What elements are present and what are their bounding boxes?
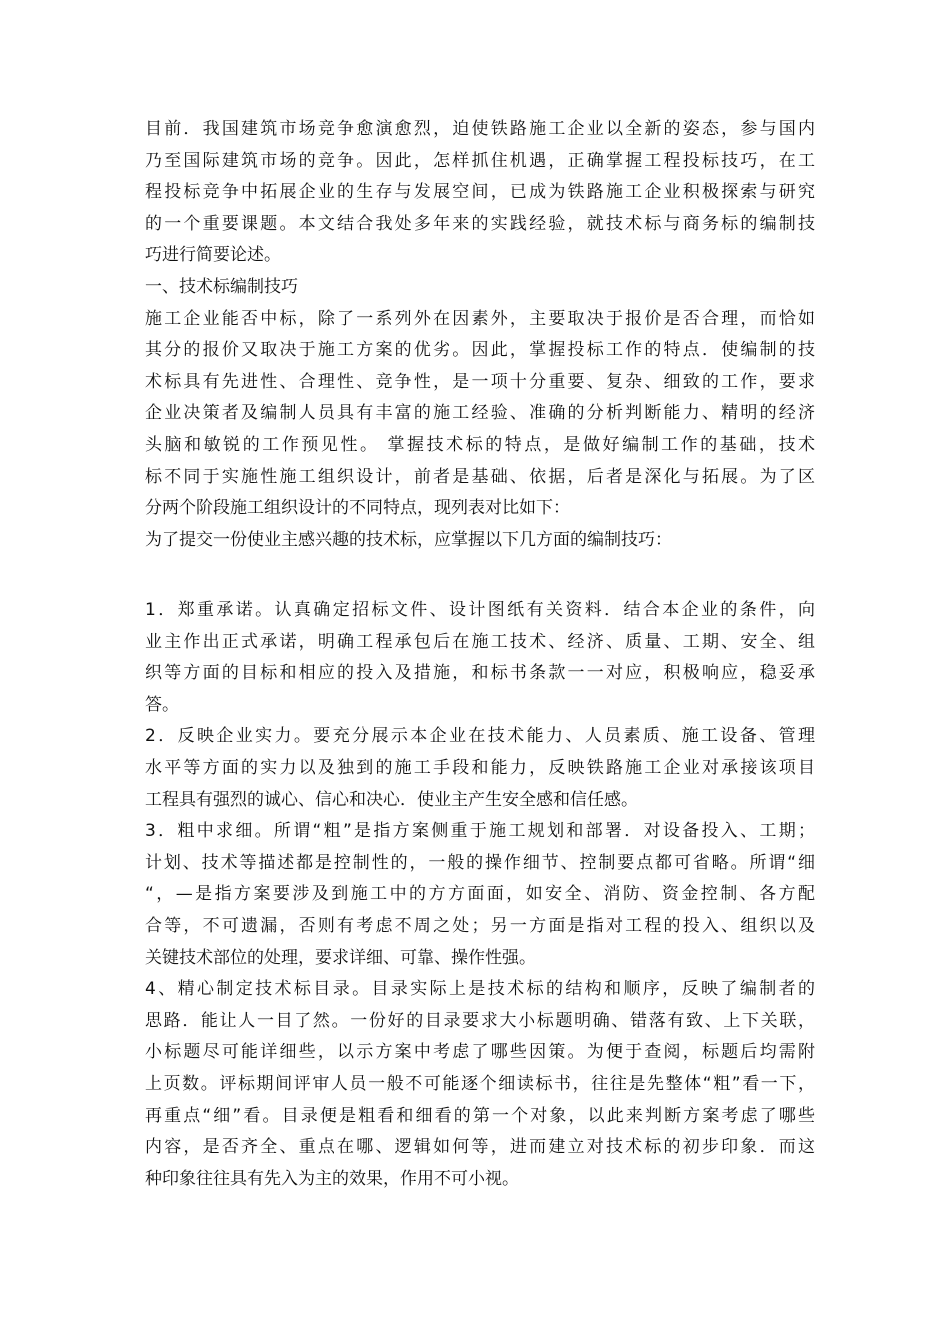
section-body-paragraph (145, 304, 815, 557)
text-line: 答。 (145, 694, 179, 715)
text-line: 程投标竞争中拓展企业的生存与发展空间，已成为铁路施工企业积极探索与研究 (145, 182, 815, 203)
text-line: 术标具有先进性、合理性、竞争性，是一项十分重要、复杂、细致的工作，要求 (145, 371, 815, 392)
intro-paragraph (145, 114, 815, 272)
text-line: 分两个阶段施工组织设计的不同特点，现列表对比如下： (145, 498, 570, 519)
text-line: 上页数。评标期间评审人员一般不可能逐个细读标书，往往是先整体“粗”看一下， (145, 1073, 815, 1094)
item-4-paragraph (145, 974, 815, 1195)
text-line: 乃至国际建筑市场的竞争。因此，怎样抓住机遇，正确掌握工程投标技巧，在工 (145, 150, 815, 171)
text-line: 头脑和敏锐的工作预见性。 掌握技术标的特点，是做好编制工作的基础，技术 (145, 434, 815, 455)
text-line: 再重点“细”看。目录便是粗看和细看的第一个对象，以此来判断方案考虑了哪些 (145, 1105, 815, 1126)
item-3-paragraph (145, 816, 815, 974)
text-line: 为了提交一份使业主感兴趣的技术标，应掌握以下几方面的编制技巧： (145, 529, 672, 550)
text-line: 4、精心制定技术标目录。目录实际上是技术标的结构和顺序，反映了编制者的 (145, 979, 815, 1000)
item-2-paragraph (145, 721, 815, 816)
text-line: 关键技术部位的处理，要求详细、可靠、操作性强。 (145, 947, 536, 968)
text-line: 水平等方面的实力以及独到的施工手段和能力，反映铁路施工企业对承接该项目 (145, 757, 815, 778)
text-line: 其分的报价又取决于施工方案的优劣。因此，掌握投标工作的特点．使编制的技 (145, 340, 815, 361)
text-line: 1．郑重承诺。认真确定招标文件、设计图纸有关资料．结合本企业的条件，向 (145, 600, 815, 620)
text-line: 种印象往往具有先入为主的效果，作用不可小视。 (145, 1168, 519, 1189)
text-line: 织等方面的目标和相应的投入及措施，和标书条款一一对应，积极响应，稳妥承 (145, 663, 815, 684)
text-line: “，—是指方案要涉及到施工中的方方面面，如安全、消防、资金控制、各方配 (145, 884, 815, 905)
text-line: 计划、技术等描述都是控制性的，一般的操作细节、控制要点都可省略。所谓“细 (145, 852, 815, 873)
text-line: 工程具有强烈的诚心、信心和决心．使业主产生安全感和信任感。 (145, 789, 638, 810)
text-line: 企业决策者及编制人员具有丰富的施工经验、准确的分析判断能力、精明的经济 (145, 403, 815, 424)
heading-text: 一、技术标编制技巧 (145, 277, 298, 297)
text-line: 业主作出正式承诺，明确工程承包后在施工技术、经济、质量、工期、安全、组 (145, 631, 815, 652)
text-line: 思路．能让人一目了然。一份好的目录要求大小标题明确、错落有致、上下关联， (145, 1010, 815, 1031)
text-line: 3．粗中求细。所谓“粗”是指方案侧重于施工规划和部署．对设备投入、工期； (145, 821, 815, 842)
text-line: 小标题尽可能详细些，以示方案中考虑了哪些因策。为便于查阅，标题后均需附 (145, 1042, 815, 1063)
section-heading (145, 272, 815, 304)
item-1-paragraph (145, 595, 815, 721)
text-line: 内容，是否齐全、重点在哪、逻辑如何等，进而建立对技术标的初步印象．而这 (145, 1137, 815, 1158)
text-line: 施工企业能否中标，除了一系列外在因素外，主要取决于报价是否合理，而恰如 (145, 308, 815, 329)
text-line: 巧进行简要论述。 (145, 245, 281, 266)
text-line: 2．反映企业实力。要充分展示本企业在技术能力、人员素质、施工设备、管理 (145, 726, 815, 747)
text-line: 的一个重要课题。本文结合我处多年来的实践经验，就技术标与商务标的编制技 (145, 213, 815, 234)
text-line: 标不同于实施性施工组织设计，前者是基础、依据，后者是深化与拓展。为了区 (145, 466, 815, 487)
text-line: 合等，不可遗漏，否则有考虑不周之处；另一方面是指对工程的投入、组织以及 (145, 915, 815, 936)
text-line: 目前．我国建筑市场竞争愈演愈烈，迫使铁路施工企业以全新的姿态，参与国内 (145, 119, 815, 139)
